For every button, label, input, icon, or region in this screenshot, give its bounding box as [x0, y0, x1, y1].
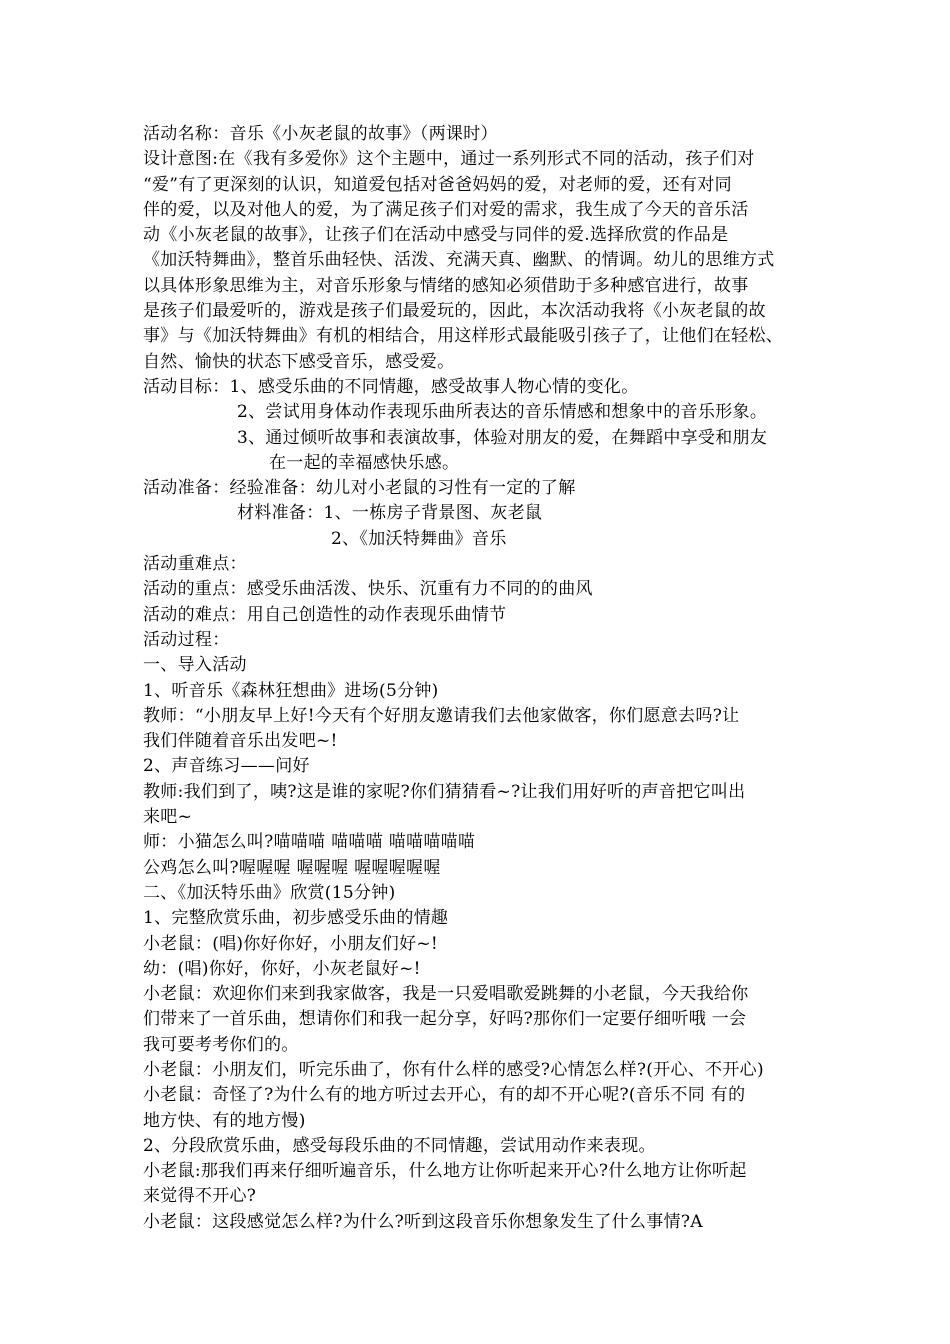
text-line-mouse-5a: 小老鼠:那我们再来仔细听遍音乐，什么地方让你听起来开心?什么地方让你听起 [143, 1161, 747, 1182]
text-line-mouse-4b: 地方快、有的地方慢) [143, 1110, 306, 1131]
text-line-teacher-1a: 教师：“小朋友早上好!今天有个好朋友邀请我们去他家做客，你们愿意去吗?让 [143, 705, 740, 726]
text-line-mouse-2c: 我可要考考你们的。 [143, 1034, 299, 1055]
document-body [143, 122, 813, 1235]
text-line-goal-2: 2、尝试用身体动作表现乐曲所表达的音乐情感和想象中的音乐形象。 [237, 402, 768, 423]
text-line-mouse-5b: 来觉得不开心? [143, 1186, 257, 1207]
text-line-design-intent-8: 事》与《加沃特舞曲》有机的相结合，用这样形式最能吸引孩子了，让他们在轻松、 [143, 326, 784, 347]
text-line-mouse-2a: 小老鼠：欢迎你们来到我家做客，我是一只爱唱歌爱跳舞的小老鼠，今天我给你 [143, 984, 749, 1005]
text-line-design-intent-5: 《加沃特舞曲》，整首乐曲轻快、活泼、充满天真、幽默、的情调。幼儿的思维方式 [143, 250, 775, 271]
text-line-design-intent-1: 设计意图:在《我有多爱你》这个主题中，通过一系列形式不同的活动，孩子们对 [143, 149, 755, 170]
text-line-design-intent-4: 动《小灰老鼠的故事》，让孩子们在活动中感受与同伴的爱.选择欣赏的作品是 [143, 225, 729, 246]
text-line-rooster: 公鸡怎么叫?喔喔喔 喔喔喔 喔喔喔喔喔 [143, 857, 441, 878]
text-line-step-1-1: 1、听音乐《森林狂想曲》进场(5分钟) [143, 680, 439, 701]
text-line-step-2-1: 1、完整欣赏乐曲，初步感受乐曲的情趣 [143, 908, 449, 929]
text-line-activity-name: 活动名称：音乐《小灰老鼠的故事》（两课时） [143, 124, 498, 144]
text-line-teacher-3: 师：小猫怎么叫?喵喵喵 喵喵喵 喵喵喵喵喵 [143, 832, 476, 853]
text-line-goal-1: 活动目标：1、感受乐曲的不同情趣，感受故事人物心情的变化。 [143, 376, 639, 397]
text-line-section-1: 一、导入活动 [143, 655, 247, 676]
text-line-prep-2: 材料准备：1、一栋房子背景图、灰老鼠 [237, 503, 543, 524]
text-line-mouse-2b: 们带来了一首乐曲，想请你们和我一起分享，好吗?那你们一定要仔细听哦 一会 [143, 1009, 747, 1030]
text-line-step-2-2: 2、分段欣赏乐曲，感受每段乐曲的不同情趣，尝试用动作来表现。 [143, 1135, 656, 1156]
text-line-design-intent-2: “爱”有了更深刻的认识，知道爱包括对爸爸妈妈的爱，对老师的爱，还有对同 [143, 174, 732, 195]
text-line-teacher-2b: 来吧~ [143, 807, 193, 828]
text-line-key-points: 活动重难点： [143, 554, 247, 575]
text-line-difficult-point: 活动的难点：用自己创造性的动作表现乐曲情节 [143, 604, 507, 625]
text-line-teacher-2a: 教师:我们到了，咦?这是谁的家呢?你们猜猜看~?让我们用好听的声音把它叫出 [143, 781, 746, 802]
text-line-prep-1: 活动准备：经验准备：幼儿对小老鼠的习性有一定的了解 [143, 478, 576, 499]
text-line-step-1-2: 2、声音练习——问好 [143, 756, 310, 777]
text-line-design-intent-3: 伴的爱，以及对他人的爱，为了满足孩子们对爱的需求，我生成了今天的音乐活 [143, 199, 749, 220]
text-line-kids-1: 幼：(唱)你好，你好，小灰老鼠好~! [143, 958, 421, 979]
text-line-design-intent-6: 以具体形象思维为主，对音乐形象与情绪的感知必须借助于多种感官进行，故事 [143, 275, 749, 296]
text-line-design-intent-9: 自然、愉快的状态下感受音乐，感受爱。 [143, 351, 455, 372]
text-line-goal-3-cont: 在一起的幸福感快乐感。 [269, 452, 460, 473]
text-line-section-2: 二、《加沃特乐曲》欣赏(15分钟) [143, 882, 396, 903]
text-line-prep-3: 2、《加沃特舞曲》音乐 [331, 528, 507, 549]
text-line-mouse-1: 小老鼠：(唱)你好你好，小朋友们好~! [143, 933, 439, 954]
text-line-teacher-1b: 我们伴随着音乐出发吧~! [143, 731, 338, 752]
text-line-mouse-4a: 小老鼠：奇怪了?为什么有的地方听过去开心，有的却不开心呢?(音乐不同 有的 [143, 1085, 746, 1106]
text-line-design-intent-7: 是孩子们最爱听的，游戏是孩子们最爱玩的，因此，本次活动我将《小灰老鼠的故 [143, 301, 766, 322]
text-line-goal-3: 3、通过倾听故事和表演故事，体验对朋友的爱，在舞蹈中享受和朋友 [237, 427, 768, 448]
text-line-mouse-3: 小老鼠：小朋友们，听完乐曲了，你有什么样的感受?心情怎么样?(开心、不开心) [143, 1059, 764, 1080]
text-line-process: 活动过程： [143, 629, 230, 650]
text-line-mouse-6: 小老鼠：这段感觉怎么样?为什么?听到这段音乐你想象发生了什么事情?A [143, 1211, 703, 1232]
text-line-key-point: 活动的重点：感受乐曲活泼、快乐、沉重有力不同的的曲风 [143, 579, 593, 600]
